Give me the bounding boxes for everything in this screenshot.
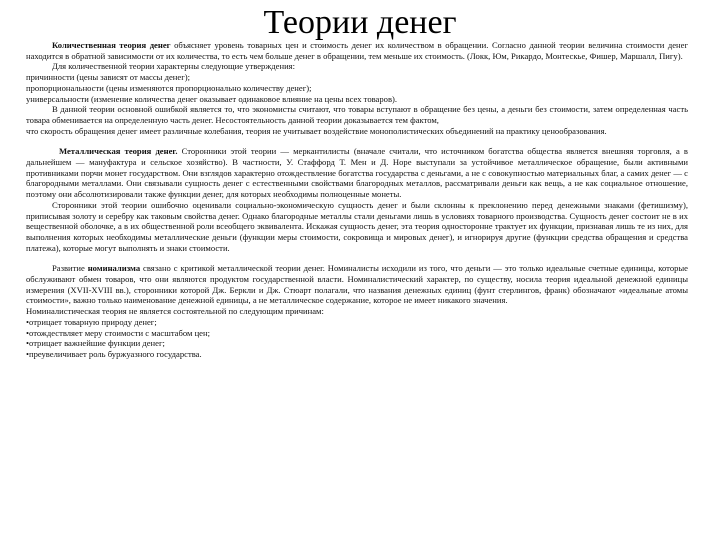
nominalism-paragraph <box>26 263 688 306</box>
metallic-theory-critique: Сторонники этой теории ошибочно оценивали социально-экономическую сущность денег и были склонны к преклонению перед денежными знаками (фетишизму), приписывая золоту и серебру как таковым свойства денег. Однако благородные металлы стали деньгами лишь в условиях товарного производства. Сущность денег состоит не в их вещественной оболочке, а в их общественной роли всеобщего эквивалента. Искажая сущность денег, эта теория односторонне трактует их функции, признавая лишь те из них, для выполнения которых необходимы металлические деньги (функции меры стоимости, сокровища и мировых денег), и игнорируя другие (функции средства обращения и средства платежа), которые могут выполнять и знаки стоимости. <box>26 199 688 253</box>
nominalism-reason: •преувеличивает роль буржуазного государства. <box>26 348 202 359</box>
nominalism-text: связано с критикой металлической теории денег. Номиналисты исходили из того, что деньги — это только идеальные счетные единицы, которые обслуживают обмен товаров, что они являются продуктом государственной власти. Номиналистический характер, по существу, носила теория идеальной денежной единицы измерения (XVII-XVIII вв.), сторонники которой Дж. Беркли и Дж. Стюарт полагали, что названия денежных единиц (фунт стерлингов, франк) обозначают «идеальные атомы стоимости», важно только наименование денежной единицы, а не металлическое содержание, которое не имеет никакого значения. <box>26 263 688 306</box>
spacer <box>26 253 688 263</box>
nominalism-reasons-intro: Номиналистическая теория не является состоятельной по следующим причинам: <box>26 306 324 317</box>
nominalism-reason: •отрицает важнейшие функции денег; <box>26 338 165 349</box>
quantity-theory-term: Количественная теория денег <box>52 40 171 50</box>
nominalism-term: номинализма <box>87 263 141 274</box>
quantity-theory-critique: В данной теории основной ошибкой является то, что экономисты считают, что товары вступают в обращение без цены, а деньги без стоимости, затем определенная часть товара обменивается на определенную часть денег. Несостоятельность данной теории доказывается тем фактом, <box>26 104 688 125</box>
slide-title: Теории денег <box>263 4 457 41</box>
nominalism-prefix: Развитие <box>52 263 88 274</box>
nominalism-reason: •отрицает товарную природу денег; <box>26 316 157 327</box>
metallic-theory-paragraph <box>26 146 688 200</box>
claim-universality: универсальности (изменение количества денег оказывает одинаковое влияние на цены всех товаров). <box>26 93 398 104</box>
nominalism-reason: •отождествляет меру стоимости с масштабом цен; <box>26 327 210 338</box>
quantity-theory-critique-cont: что скорость обращения денег имеет различные колебания, теория не учитывает воздействие монополистических объединений на практику ценообразования. <box>26 125 607 136</box>
claim-causality: причинности (цены зависят от массы денег); <box>26 72 190 83</box>
quantity-theory-claims-intro: Для количественной теории характерны следующие утверждения: <box>52 61 296 72</box>
claim-proportionality: пропорциональности (цены изменяются пропорционально количеству денег); <box>26 82 312 93</box>
metallic-theory-text: Сторонники этой теории — меркантилисты (вначале считали, что источником богатства общества является внешняя торговля, а в дальнейшем — мануфактура и сельское хозяйство). В частности, У. Стаффорд Т. Мен и Д. Норе выступали за устойчивое металлическое обращение, были активными противниками порчи монет государством. Они взглядов характерно отождествление богатства государства с деньгами, а не с совокупностью материальных благ, а самих денег — с благородными металлами. Они связывали сущность денег с естественными свойствами благородных металлов, рассматривали деньги как вещь, а не как социальное отношение, поэтому они абсолютизировали также функции денег, для которых необходимы полноценные монеты. <box>26 146 688 200</box>
quantity-theory-paragraph <box>26 40 688 61</box>
metallic-theory-term: Металлическая теория денег. <box>59 146 178 157</box>
spacer <box>26 136 688 146</box>
slide-body <box>26 40 688 360</box>
quantity-theory-text: объясняет уровень товарных цен и стоимость денег их количеством в обращении. Согласно данной теории величина стоимости денег находится в обратной зависимости от их количества, то есть чем больше денег в обращении, тем меньше их стоимость. (Локк, Юм, Рикардо, Монтескье, Фишер, Маршалл, Пигу). <box>26 40 688 61</box>
